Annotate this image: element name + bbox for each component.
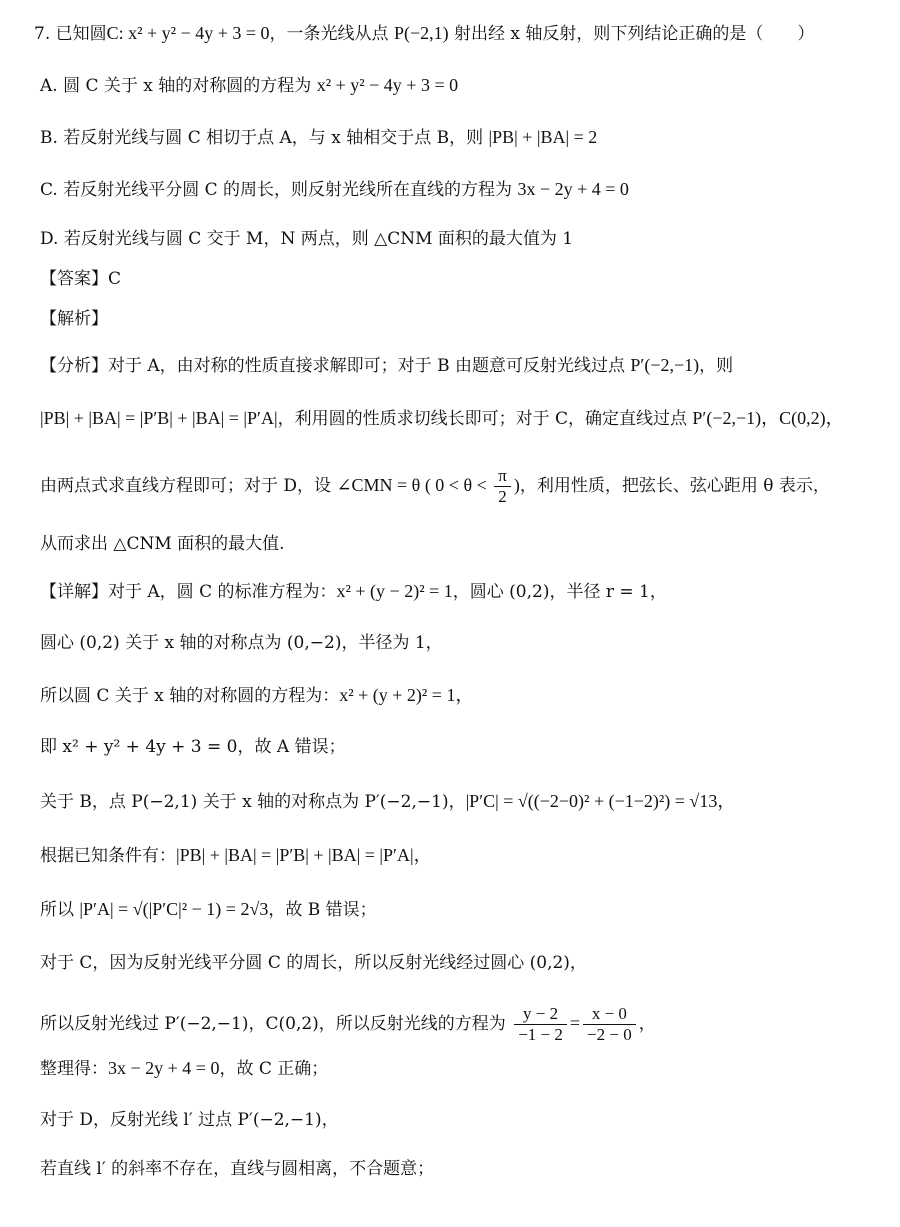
analysis-line-2: |PB| + |BA| = |P′B| + |BA| = |P′A|，利用圆的性质求切线长即可；对于 C，确定直线过点 P′(−2,−1)，C(0,2)， [40,408,844,429]
detail-line-1: 【详解】对于 A，圆 C 的标准方程为：x² + (y − 2)² = 1，圆心 (0,2)，半径 r = 1， [40,581,667,602]
option-a: A. 圆 C 关于 x 轴的对称圆的方程为 x² + y² − 4y + 3 = 0 [40,75,459,96]
option-d: D. 若反射光线与圆 C 交于 M，N 两点，则 △CNM 面积的最大值为 1 [40,229,574,249]
option-b: B. 若反射光线与圆 C 相切于点 A，与 x 轴相交于点 B，则 |PB| + |BA| = 2 [40,127,598,148]
answer-line: 【答案】C [40,269,122,289]
analysis-line-4: 从而求出 △CNM 面积的最大值. [40,534,285,554]
detail-line-2: 圆心 (0,2) 关于 x 轴的对称点为 (0,−2)，半径为 1， [40,633,443,653]
analysis-line-1: 【分析】对于 A，由对称的性质直接求解即可；对于 B 由题意可反射光线过点 P′(−2,−1)，则 [40,355,734,376]
slope-fraction-right: $\frac{x - 0}{-2 - 0}$ [583,1004,636,1045]
detail-line-10: 整理得：3x − 2y + 4 = 0，故 C 正确； [40,1058,329,1079]
detail-line-12: 若直线 l′ 的斜率不存在，直线与圆相离，不合题意； [40,1159,435,1179]
pi-over-2-fraction: $\frac{\pi}{2}$ [494,466,511,507]
analysis-line-3: 由两点式求直线方程即可；对于 D，设 ∠CMN = θ ( 0 < θ < $\frac{\pi}{2}$ )，利用性质，把弦长、弦心距用 θ 表示， [40,466,830,506]
detail-line-3: 所以圆 C 关于 x 轴的对称圆的方程为：x² + (y + 2)² = 1， [40,685,474,706]
question-stem: 7. 已知圆C: x² + y² − 4y + 3 = 0，一条光线从点 P(−2,1) 射出经 x 轴反射，则下列结论正确的是（ ） [34,23,815,44]
slope-fraction-left: $\frac{y - 2}{-1 - 2}$ [514,1004,567,1045]
detail-line-6: 根据已知条件有：|PB| + |BA| = |P′B| + |BA| = |P′A|， [40,845,432,866]
detail-line-8: 对于 C，因为反射光线平分圆 C 的周长，所以反射光线经过圆心 (0,2)， [40,953,587,973]
detail-line-7: 所以 |P′A| = √(|P′C|² − 1) = 2√3，故 B 错误； [40,899,377,920]
detail-line-4: 即 x² + y² + 4y + 3 = 0，故 A 错误； [40,737,346,757]
option-c: C. 若反射光线平分圆 C 的周长，则反射光线所在直线的方程为 3x − 2y + 4 = 0 [40,179,629,200]
analysis-heading: 【解析】 [40,309,108,329]
detail-line-11: 对于 D，反射光线 l′ 过点 P′(−2,−1)， [40,1110,339,1130]
detail-line-5: 关于 B，点 P(−2,1) 关于 x 轴的对称点为 P′(−2,−1)，|P′C| = √((−2−0)² + (−1−2)²) = √13， [40,791,736,812]
detail-line-9: 所以反射光线过 P′(−2,−1)，C(0,2)，所以反射光线的方程为 $\frac{y - 2}{-1 - 2}$ = $\frac{x - 0}{-2 - 0}$ ， [40,1004,656,1044]
